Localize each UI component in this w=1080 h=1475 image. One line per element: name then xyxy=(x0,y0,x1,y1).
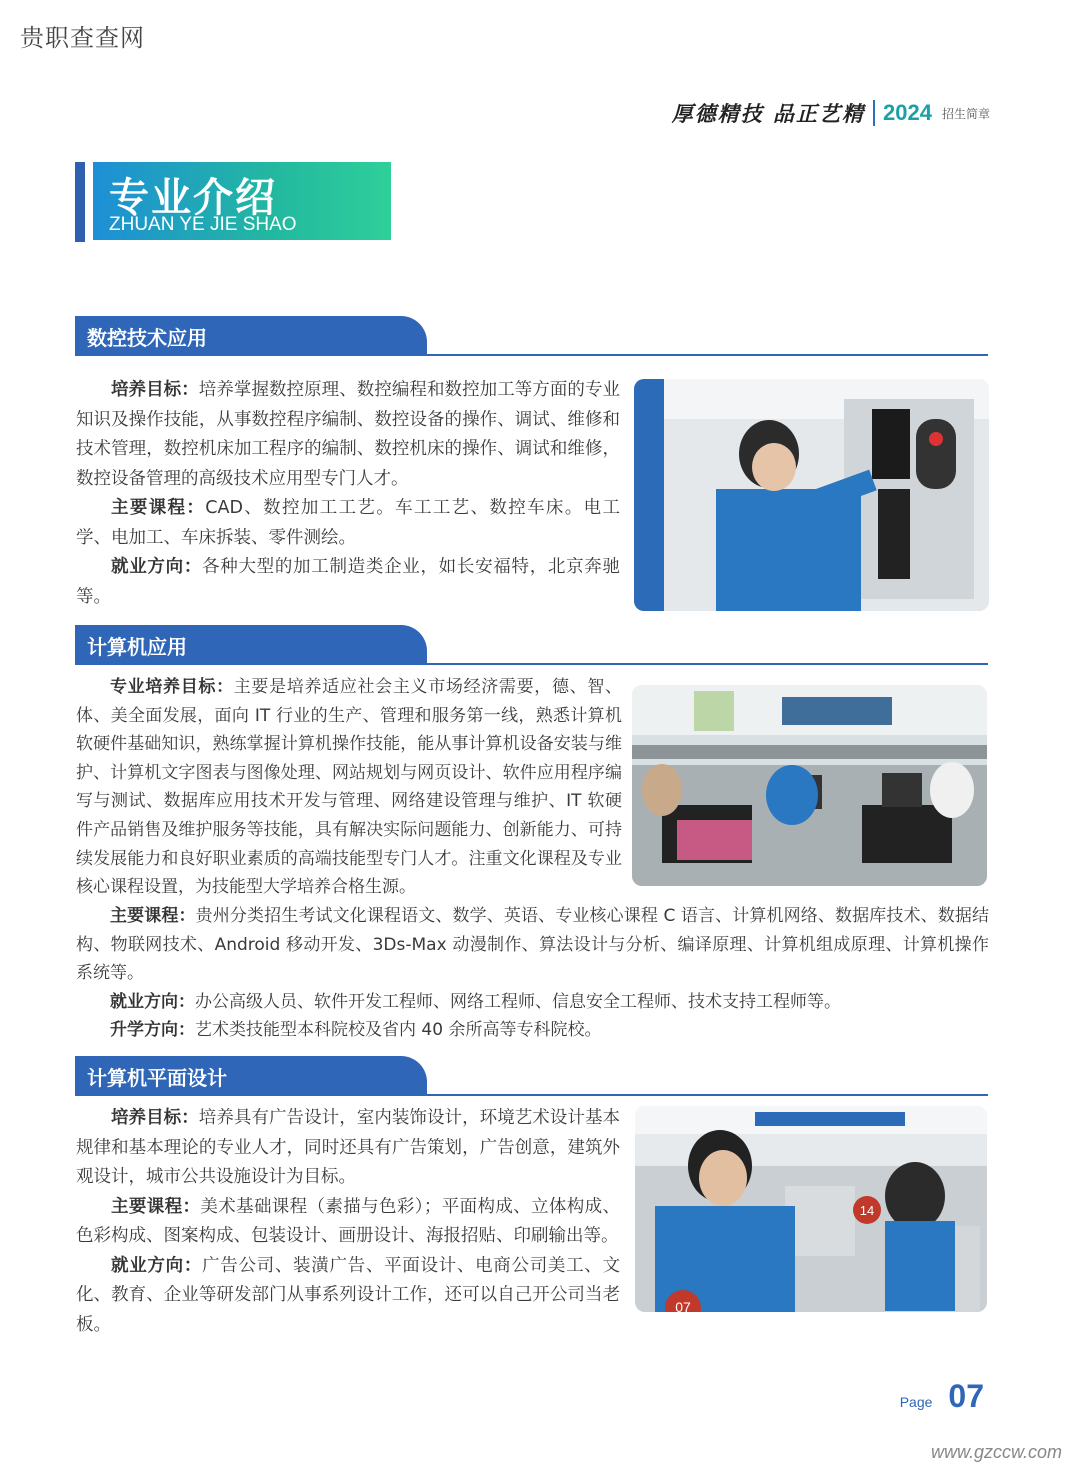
paragraph-courses xyxy=(76,494,620,553)
paragraph-career xyxy=(76,1252,620,1341)
paragraph-goal xyxy=(76,376,620,494)
slogan xyxy=(672,98,990,128)
paragraph-courses xyxy=(76,902,989,988)
paragraph-label: 培养目标： xyxy=(111,1108,199,1128)
desk-number-sign: 14 xyxy=(859,1203,875,1218)
major-title: 计算机应用 xyxy=(87,635,187,659)
major-title: 数控技术应用 xyxy=(87,326,207,350)
major-header-graphic-design xyxy=(75,1056,988,1096)
design-class-photo xyxy=(635,1106,987,1312)
paragraph-further-study xyxy=(76,1016,989,1045)
slogan-subtitle: 招生简章 xyxy=(941,106,990,121)
paragraph-label: 专业培养目标： xyxy=(110,677,234,697)
paragraph-label: 主要课程： xyxy=(111,498,206,518)
major-header-computer-app xyxy=(75,625,988,665)
paragraph-label: 升学方向： xyxy=(110,1020,195,1041)
major-text-graphic-design xyxy=(76,1104,620,1340)
section-title xyxy=(75,162,391,242)
cnc-machine-photo xyxy=(634,379,989,611)
page-word: Page xyxy=(899,1394,933,1410)
paragraph-label: 主要课程： xyxy=(110,906,196,926)
major-text-computer-app-full xyxy=(76,902,989,1045)
paragraph-text: 广告公司、装潢广告、平面设计、电商公司美工、文化、教育、企业等研发部门从事系列设计工作，还可以自己开公司当老板。 xyxy=(76,1255,621,1335)
computer-lab-photo xyxy=(632,685,987,886)
watermark: www.gzccw.com xyxy=(930,1442,1062,1462)
major-header-cnc xyxy=(75,316,988,356)
major-text-cnc xyxy=(76,376,620,612)
major-divider xyxy=(75,663,988,665)
paragraph-text: 艺术类技能型本科院校及省内 40 余所高等专科院校。 xyxy=(195,1020,602,1041)
section-title-en: ZHUAN YE JIE SHAO xyxy=(109,214,297,235)
slogan-calligraphy: 厚德精技 品正艺精 xyxy=(671,101,866,126)
paragraph-text: 办公高级人员、软件开发工程师、网络工程师、信息安全工程师、技术支持工程师等。 xyxy=(195,991,841,1012)
paragraph-label: 培养目标： xyxy=(111,380,199,400)
slogan-year: 2024 xyxy=(883,100,932,125)
major-text-computer-app xyxy=(76,673,622,902)
paragraph-label: 主要课程： xyxy=(111,1196,201,1217)
paragraph-text: 各种大型的加工制造类企业，如长安福特，北京奔驰等。 xyxy=(76,557,621,607)
paragraph-career xyxy=(76,988,989,1017)
paragraph-goal xyxy=(76,1104,620,1193)
paragraph-text: 贵州分类招生考试文化课程语文、数学、英语、专业核心课程 C 语言、计算机网络、数据库技术、数据结构、物联网技术、Android 移动开发、3Ds-Max 动漫制作、算法设计与分析、编译原理、计算机组成原理、计算机操作系统等。 xyxy=(76,906,989,984)
paragraph-label: 就业方向： xyxy=(111,557,203,577)
paragraph-text: 培养具有广告设计，室内装饰设计，环境艺术设计基本规律和基本理论的专业人才，同时还具有广告策划，广告创意，建筑外观设计，城市公共设施设计为目标。 xyxy=(76,1108,621,1187)
paragraph-text: 培养掌握数控原理、数控编程和数控加工等方面的专业知识及操作技能，从事数控程序编制、数控设备的操作、调试、维修和技术管理，数控机床加工程序的编制、数控机床的操作、调试和维修，数控设备管理的高级技术应用型专门人才。 xyxy=(76,380,621,489)
site-brand: 贵职查查网 xyxy=(20,24,145,52)
paragraph-label: 就业方向： xyxy=(110,991,195,1012)
major-divider xyxy=(75,354,988,356)
paragraph-text: CAD、数控加工工艺。车工工艺、数控车床。电工学、电加工、车床拆装、零件测绘。 xyxy=(76,498,620,548)
major-tab xyxy=(75,1056,427,1096)
page-footer xyxy=(900,1378,984,1415)
paragraph-courses xyxy=(76,1193,620,1252)
page-number: 07 xyxy=(948,1378,984,1414)
paragraph-career xyxy=(76,553,620,612)
paragraph-text: 美术基础课程（素描与色彩）；平面构成、立体构成、色彩构成、图案构成、包装设计、画册设计、海报招贴、印刷输出等。 xyxy=(76,1196,621,1246)
major-tab xyxy=(75,316,427,356)
major-divider xyxy=(75,1094,988,1096)
slogan-divider xyxy=(873,100,875,126)
paragraph-label: 就业方向： xyxy=(111,1255,203,1276)
desk-number-sign: 07 xyxy=(675,1299,691,1312)
major-title: 计算机平面设计 xyxy=(87,1066,227,1090)
section-title-accent-bar xyxy=(75,162,85,242)
section-title-cn: 专业介绍 xyxy=(109,175,277,221)
major-tab xyxy=(75,625,427,665)
paragraph-text: 主要是培养适应社会主义市场经济需要，德、智、体、美全面发展，面向 IT 行业的生产、管理和服务第一线，熟悉计算机软硬件基础知识，熟练掌握计算机操作技能，能从事计算机设备安装与维护、计算机文字图表与图像处理、网站规划与网页设计、软件应用程序编写与测试、数据库应用技术开发与管理、网络建设管理与维护、IT 软硬件产品销售及维护服务等技能，具有解决实际问题能力、创新能力、可持续发展能力和良好职业素质的高端技能型专门人才。注重文化课程及专业核心课程设置，为技能型大学培养合格生源。 xyxy=(76,677,622,898)
paragraph-goal xyxy=(76,673,622,902)
